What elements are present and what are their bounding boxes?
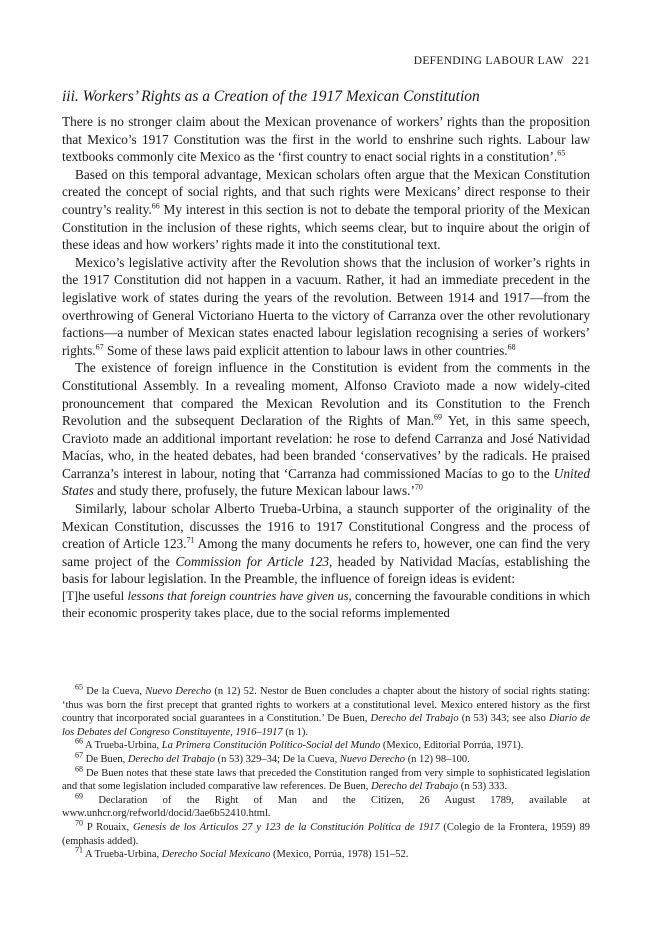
italic-run: Nuevo Derecho bbox=[145, 686, 212, 697]
footnote-ref: 66 bbox=[151, 201, 160, 211]
italic-run: Genesis de los Articulos 27 y 123 de la Constitución Política de 1917 bbox=[132, 821, 440, 833]
running-header bbox=[414, 55, 590, 67]
footnote-ref: 71 bbox=[186, 535, 195, 545]
footnote-number: 70 bbox=[75, 818, 83, 828]
text-run: (Mexico, Porrúa, 1978) 151–52. bbox=[270, 849, 409, 861]
text-run: P Rouaix, bbox=[83, 821, 133, 833]
italic-run: Derecho Social Mexicano bbox=[161, 849, 271, 861]
footnote-70 bbox=[62, 818, 591, 848]
text-run: Yet, in this same speech, Cravioto made an additional important revelation: he rose to defend Carranza and José Natividad Macías, who, in the heated debates, had been branded ‘conservatives’ by the radicals. He praised Carranza’s interest in labour, noting that ‘Carranza had commissioned Macías to go to the bbox=[62, 413, 590, 481]
paragraph-3 bbox=[62, 254, 590, 360]
text-run: De Buen, bbox=[83, 753, 128, 765]
text-run: (n 53) 333. bbox=[458, 781, 508, 793]
italic-run: lessons that foreign countries have given us bbox=[127, 589, 349, 604]
text-run: A Trueba-Urbina, bbox=[83, 740, 162, 752]
footnote-ref: 65 bbox=[557, 148, 566, 158]
text-run: My interest in this section is not to debate the temporal priority of the Mexican Constitution in the inclusion of these rights, which seems clear, but to inquire about the origin of these ideas and how workers’ rights made it into the constitutional text. bbox=[62, 201, 590, 253]
page-number: 221 bbox=[571, 55, 590, 67]
text-run: The existence of foreign influence in the Constitution is evident from the comments in the Constitutional Assembly. In a revealing moment, Alfonso Cravioto made a now widely-cited pronouncement that compared the Mexican Revolution and its Constitution to the French Revolution and the subsequent Declaration of the Rights of Man. bbox=[62, 360, 590, 429]
text-run: and study there, profusely, the future Mexican labour laws.’ bbox=[93, 483, 415, 499]
footnote-number: 69 bbox=[75, 791, 83, 801]
text-run: A Trueba-Urbina, bbox=[83, 849, 162, 861]
footnote-65 bbox=[62, 682, 591, 739]
paragraph-2 bbox=[62, 166, 590, 254]
text-run: (n 12) 52. Nestor de Buen concludes a chapter about the history of social rights stating: ‘thus was born the first precept that granted rights to workers at a constitutional level. Mexico entered history as the first country that incorporated social guarantees in a Constitution.’ De Buen, bbox=[62, 686, 590, 725]
text-run: There is no stronger claim about the Mexican provenance of workers’ rights than the proposition that Mexico’s 1917 Constitution was the first in the world to enshrine such rights. Labour law textbooks commonly cite Mexico as the ‘first country to enact social rights in a constitution’. bbox=[62, 114, 590, 165]
paragraph-1 bbox=[62, 113, 590, 166]
footnote-number: 71 bbox=[75, 845, 83, 855]
italic-run: Commission for Article 123 bbox=[175, 553, 329, 569]
text-run: De la Cueva, bbox=[83, 686, 146, 697]
footnote-68 bbox=[62, 764, 590, 794]
footnote-69 bbox=[62, 791, 590, 821]
text-run: (n 12) 98–100. bbox=[405, 753, 470, 765]
text-run: Based on this temporal advantage, Mexican scholars often argue that the Mexican Constitution created the concept of social rights, and that such rights were Mexicans’ direct response to their country’s reality. bbox=[62, 166, 590, 217]
footnote-number: 67 bbox=[75, 750, 83, 760]
section-heading: iii. Workers’ Rights as a Creation of the 1917 Mexican Constitution bbox=[62, 88, 480, 105]
footnote-number: 66 bbox=[75, 736, 83, 746]
footnote-ref: 68 bbox=[507, 342, 516, 352]
text-run: (n 53) 343; see also bbox=[458, 713, 549, 725]
footnote-number: 65 bbox=[75, 682, 83, 692]
text-run: Among the many documents he refers to, however, one can find the very same project of the bbox=[62, 536, 590, 569]
footnote-66 bbox=[62, 736, 590, 753]
text-run: Mexico’s legislative activity after the Revolution shows that the inclusion of worker’s rights in the 1917 Constitution did not happen in a vacuum. Rather, it had an immediate precedent in the legislative work of states during the years of the revolution. Between 1914 and 1917—from the overthrowing of General Victoriano Huerta to the victory of Carranza over the other revolutionary factions—a number of Mexican states enacted labour legislation recognising a series of workers’ rights. bbox=[62, 254, 590, 358]
italic-run: Nuevo Derecho bbox=[339, 753, 406, 765]
text-run: De Buen notes that these state laws that preceded the Constitution ranged from very simple to sophisticated legislation and that some legislation included comparative law references. De Buen, bbox=[62, 767, 590, 793]
text-run: [T]he useful bbox=[62, 589, 128, 604]
paragraph-5 bbox=[62, 500, 590, 588]
text-run: (Colegio de la Frontera, 1959) 89 (emphasis added). bbox=[62, 821, 591, 847]
text-run: Similarly, labour scholar Alberto Trueba-Urbina, a staunch supporter of the originality of the Mexican Constitution, discusses the 1916 to 1917 Constitutional Congress and the process of creation of Article 123. bbox=[62, 501, 590, 552]
italic-run: Derecho del Trabajo bbox=[371, 781, 459, 793]
running-title: DEFENDING LABOUR LAW bbox=[413, 55, 564, 67]
italic-run: Derecho del Trabajo bbox=[370, 713, 459, 725]
text-run: (Mexico, Editorial Porrúa, 1971). bbox=[380, 740, 524, 752]
block-quote bbox=[62, 588, 590, 622]
text-run: (n 53) 329–34; De la Cueva, bbox=[215, 753, 340, 765]
footnote-number: 68 bbox=[75, 764, 83, 774]
italic-run: Derecho del Trabajo bbox=[127, 753, 216, 765]
footnote-ref: 70 bbox=[414, 483, 423, 493]
text-run: Some of these laws paid explicit attention to labour laws in other countries. bbox=[103, 342, 508, 358]
body-text bbox=[62, 113, 590, 622]
footnotes bbox=[62, 682, 591, 862]
text-run: , headed by Natividad Macías, establishing the basis for labour legislation. In the Preamble, the influence of foreign ideas is evident: bbox=[62, 553, 590, 587]
text-run: , concerning the favourable conditions in which their economic prosperity takes place, due to the social reforms implemented bbox=[62, 589, 590, 621]
italic-run: La Primera Constitución Político-Social del Mundo bbox=[161, 740, 381, 752]
italic-run: United States bbox=[62, 465, 590, 499]
italic-run: Diario de los Debates del Congreso Constituyente, 1916–1917 bbox=[62, 713, 591, 738]
footnote-ref: 69 bbox=[434, 412, 443, 422]
paragraph-4 bbox=[62, 359, 590, 500]
text-run: Declaration of the Right of Man and the Citizen, 26 August 1789, available at www.unhcr.org/refworld/docid/3ae6b52410.html. bbox=[62, 794, 590, 820]
text-run: (n 1). bbox=[282, 726, 309, 738]
footnote-ref: 67 bbox=[95, 342, 104, 352]
footnote-71 bbox=[62, 845, 590, 862]
footnote-67 bbox=[62, 750, 590, 767]
